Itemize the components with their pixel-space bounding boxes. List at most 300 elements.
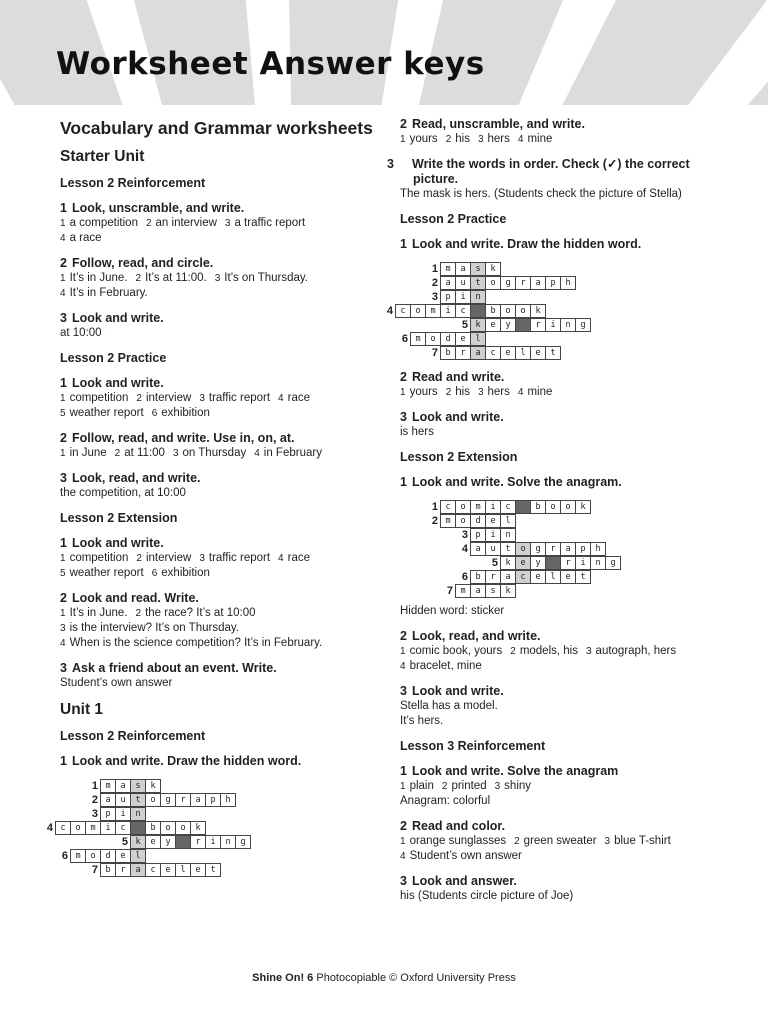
answer-item — [514, 835, 596, 847]
answer-text: the race? It’s at 10:00 — [145, 607, 256, 619]
answer-line — [60, 231, 380, 246]
exercise-instruction: Look and write. — [72, 376, 164, 390]
crossword-cell: c — [115, 821, 131, 835]
answer-text: yours — [409, 386, 438, 398]
answer-number: 4 — [400, 851, 406, 862]
crossword-number: 6 — [401, 333, 408, 345]
answer-text: interview — [145, 552, 192, 564]
exercise-number: 3 — [60, 471, 67, 485]
exercise-heading — [60, 201, 380, 216]
exercise-number: 3 — [387, 157, 394, 171]
crossword-number: 3 — [91, 808, 98, 820]
answer-line — [400, 714, 730, 729]
crossword-cell: n — [220, 835, 236, 849]
crossword-cell: s — [130, 779, 146, 793]
crossword-cell: n — [130, 807, 146, 821]
crossword-cell: a — [455, 262, 471, 276]
answer-text: It’s in June. — [69, 272, 128, 284]
exercise-number: 3 — [60, 311, 67, 325]
answer-text: in June — [69, 447, 107, 459]
exercise-heading — [60, 471, 380, 486]
answer-item — [60, 637, 322, 649]
crossword-cell: i — [440, 304, 456, 318]
answer-line — [400, 187, 730, 202]
answer-number: 2 — [136, 553, 142, 564]
answer-text: Stella has a model. — [400, 700, 498, 712]
crossword-cell: m — [410, 332, 426, 346]
answer-text: weather report — [69, 567, 144, 579]
crossword-cell: m — [470, 500, 486, 514]
answer-line — [400, 644, 730, 659]
answer-item — [215, 272, 308, 284]
crossword-cell: l — [500, 514, 516, 528]
crossword-number: 1 — [91, 780, 98, 792]
answer-item — [586, 645, 676, 657]
answer-number: 1 — [400, 134, 406, 145]
exercise-heading — [400, 874, 730, 889]
answer-number: 2 — [445, 134, 452, 145]
crossword-cell — [545, 556, 561, 570]
answer-number: 3 — [477, 134, 484, 145]
answer-number: 2 — [145, 218, 152, 229]
exercise-number: 1 — [400, 764, 407, 778]
exercise-instruction: Look and write. — [412, 684, 504, 698]
exercise — [400, 410, 730, 440]
crossword-cell: b — [485, 304, 501, 318]
crossword-cell: g — [160, 793, 176, 807]
crossword-cell: s — [470, 262, 486, 276]
answer-text: race — [287, 392, 310, 404]
crossword-cell: o — [455, 500, 471, 514]
answer-text: shiny — [504, 780, 532, 792]
exercise-number: 2 — [60, 591, 67, 605]
answer-number: 3 — [199, 553, 205, 564]
crossword-cell: e — [145, 835, 161, 849]
exercise-number: 2 — [400, 370, 407, 384]
answer-number: 5 — [60, 568, 66, 579]
crossword-cell: e — [485, 318, 501, 332]
answer-item — [518, 133, 553, 145]
crossword-cell: k — [575, 500, 591, 514]
crossword-cell: g — [575, 318, 591, 332]
crossword-cell: t — [545, 346, 561, 360]
answer-text: It’s in February. — [69, 287, 148, 299]
crossword-cell: b — [440, 346, 456, 360]
exercise — [60, 256, 380, 301]
crossword-cell: r — [485, 570, 501, 584]
answer-text: Hidden word: sticker — [400, 605, 505, 617]
exercise-instruction: Look and write. Draw the hidden word. — [72, 754, 302, 768]
answer-line — [60, 621, 380, 636]
answer-number: 1 — [60, 218, 66, 229]
crossword-number: 6 — [61, 850, 68, 862]
answer-number: 1 — [400, 836, 406, 847]
crossword-cell — [515, 318, 531, 332]
exercise-instruction: Look and write. Solve the anagram — [412, 764, 619, 778]
exercise-heading — [60, 311, 380, 326]
exercise-number: 1 — [60, 536, 67, 550]
crossword-cell: o — [560, 500, 576, 514]
answer-line — [400, 794, 730, 809]
answer-line — [60, 446, 380, 461]
answer-text: an interview — [155, 217, 217, 229]
exercise-heading — [60, 256, 380, 271]
answer-item — [60, 327, 102, 339]
answer-item — [400, 700, 498, 712]
exercise-number: 2 — [400, 629, 407, 643]
answer-number: 2 — [445, 387, 452, 398]
answer-text: autograph, hers — [595, 645, 677, 657]
crossword-cell: a — [560, 542, 576, 556]
exercise-number: 1 — [400, 237, 407, 251]
answer-text: green sweater — [523, 835, 597, 847]
crossword-cell: e — [500, 346, 516, 360]
answer-text: a race — [69, 232, 102, 244]
lesson-heading: Lesson 2 Reinforcement — [60, 176, 206, 190]
answer-item — [400, 426, 434, 438]
exercise-heading — [60, 661, 380, 676]
crossword-cell: m — [425, 304, 441, 318]
exercise — [387, 157, 730, 202]
crossword-cell: t — [500, 542, 516, 556]
crossword-cell: a — [100, 793, 116, 807]
answer-item — [400, 605, 504, 617]
crossword-number: 5 — [491, 557, 498, 569]
crossword-cell — [515, 500, 531, 514]
answer-item — [478, 386, 510, 398]
answer-item — [60, 392, 128, 404]
answer-item — [495, 780, 531, 792]
crossword-cell: a — [500, 570, 516, 584]
exercise-heading — [400, 684, 730, 699]
section-heading: Vocabulary and Grammar worksheets — [60, 118, 373, 138]
crossword-cell: i — [575, 556, 591, 570]
exercise — [60, 591, 380, 651]
answer-line — [60, 486, 380, 501]
answer-number: 6 — [151, 408, 158, 419]
crossword-cell: e — [160, 863, 176, 877]
answer-text: bracelet, mine — [409, 660, 482, 672]
crossword-cell: m — [455, 584, 471, 598]
exercise-heading — [400, 410, 730, 425]
exercise-instruction: Look and write. — [412, 410, 504, 424]
exercise — [400, 629, 730, 674]
answer-number: 3 — [585, 646, 592, 657]
crossword-number: 3 — [431, 291, 438, 303]
crossword-cell: o — [70, 821, 86, 835]
answer-text: orange sunglasses — [409, 835, 507, 847]
answer-item — [173, 447, 246, 459]
answer-item — [136, 272, 207, 284]
answer-number: 1 — [60, 608, 66, 619]
unit-heading: Unit 1 — [60, 701, 104, 718]
answer-text: printed — [451, 780, 487, 792]
answer-number: 3 — [604, 836, 611, 847]
crossword-cell — [470, 304, 486, 318]
exercise — [400, 237, 730, 252]
crossword-cell: h — [560, 276, 576, 290]
crossword-cell: c — [145, 863, 161, 877]
crossword-cell: n — [470, 290, 486, 304]
answer-text: blue T-shirt — [614, 835, 671, 847]
exercise — [60, 376, 380, 421]
answer-item — [136, 392, 191, 404]
answer-number: 3 — [224, 218, 231, 229]
exercise-number: 1 — [400, 475, 407, 489]
crossword-cell: a — [470, 542, 486, 556]
crossword-cell: p — [205, 793, 221, 807]
crossword-cell — [130, 821, 146, 835]
crossword-cell: o — [410, 304, 426, 318]
answer-item — [400, 645, 502, 657]
crossword-cell: u — [115, 793, 131, 807]
exercise — [60, 311, 380, 341]
crossword-cell: i — [545, 318, 561, 332]
answer-number: 2 — [441, 781, 448, 792]
answer-text: hers — [487, 133, 510, 145]
crossword-cell: c — [485, 346, 501, 360]
crossword-cell: o — [175, 821, 191, 835]
answer-text: on Thursday — [182, 447, 247, 459]
crossword-cell: a — [190, 793, 206, 807]
exercise-number: 3 — [400, 410, 407, 424]
exercise — [60, 471, 380, 501]
crossword-cell: b — [145, 821, 161, 835]
exercise-heading — [400, 237, 730, 252]
answer-item — [400, 835, 506, 847]
crossword-cell: k — [470, 318, 486, 332]
crossword-cell: m — [70, 849, 86, 863]
answer-number: 1 — [60, 553, 66, 564]
exercise-instruction: Ask a friend about an event. Write. — [72, 661, 277, 675]
answer-item — [478, 133, 510, 145]
exercise — [400, 684, 730, 729]
crossword-number: 4 — [386, 305, 393, 317]
crossword-number: 5 — [461, 319, 468, 331]
answer-text: a competition — [69, 217, 138, 229]
answer-text: competition — [69, 552, 129, 564]
exercise-instruction: Write the words in order. Check (✓) the correct picture. — [412, 157, 690, 186]
answer-line — [60, 676, 380, 691]
exercise-instruction: Look and read. Write. — [72, 591, 199, 605]
crossword-cell: i — [205, 835, 221, 849]
exercise — [400, 117, 730, 147]
crossword-cell: c — [440, 500, 456, 514]
answer-number: 3 — [494, 781, 501, 792]
exercise-instruction: Read, unscramble, and write. — [412, 117, 585, 131]
crossword-number: 6 — [461, 571, 468, 583]
crossword-cell: b — [470, 570, 486, 584]
answer-number: 4 — [60, 233, 66, 244]
crossword-cell: o — [85, 849, 101, 863]
exercise-heading — [60, 376, 380, 391]
crossword-cell: t — [130, 793, 146, 807]
answer-number: 2 — [136, 393, 142, 404]
crossword-cell: l — [175, 863, 191, 877]
answer-item — [518, 386, 553, 398]
crossword-cell: u — [485, 542, 501, 556]
crossword-cell: k — [500, 584, 516, 598]
crossword-number: 1 — [431, 263, 438, 275]
crossword-cell: e — [455, 332, 471, 346]
exercise — [60, 536, 380, 581]
crossword-cell: a — [115, 779, 131, 793]
answer-line — [400, 132, 730, 147]
answer-number: 5 — [60, 408, 66, 419]
crossword-cell: k — [530, 304, 546, 318]
crossword-cell: g — [605, 556, 621, 570]
crossword-cell: e — [530, 570, 546, 584]
answer-text: exhibition — [161, 567, 210, 579]
crossword-cell: o — [500, 304, 516, 318]
crossword-cell: a — [470, 584, 486, 598]
crossword-cell: p — [440, 290, 456, 304]
exercise — [400, 764, 730, 809]
crossword-cell: b — [530, 500, 546, 514]
answer-item — [400, 188, 682, 200]
answer-item — [278, 552, 310, 564]
answer-number: 4 — [517, 387, 524, 398]
answer-text: race — [287, 552, 310, 564]
exercise-instruction: Look and answer. — [412, 874, 517, 888]
crossword-cell: o — [160, 821, 176, 835]
crossword-cell: p — [100, 807, 116, 821]
answer-line — [400, 889, 730, 904]
crossword-cell: h — [590, 542, 606, 556]
crossword-cell: o — [485, 276, 501, 290]
answer-item — [60, 272, 128, 284]
answer-line — [60, 326, 380, 341]
crossword-cell: y — [530, 556, 546, 570]
answer-number: 1 — [400, 387, 406, 398]
crossword-grid — [400, 500, 730, 602]
crossword-number: 4 — [46, 822, 53, 834]
crossword-number: 3 — [461, 529, 468, 541]
left-column — [46, 117, 380, 887]
crossword-cell: s — [485, 584, 501, 598]
answer-number: 4 — [517, 134, 524, 145]
lesson-heading: Lesson 2 Reinforcement — [60, 729, 206, 743]
exercise-heading — [400, 629, 730, 644]
answer-text: When is the science competition? It’s in February. — [69, 637, 323, 649]
unit-heading: Starter Unit — [60, 148, 145, 165]
exercise-instruction: Read and write. — [412, 370, 505, 384]
answer-number: 2 — [135, 608, 142, 619]
exercise-heading — [400, 117, 730, 132]
crossword-cell: r — [455, 346, 471, 360]
crossword-cell: u — [455, 276, 471, 290]
answer-text: Student’s own answer — [409, 850, 522, 862]
crossword-cell: a — [130, 863, 146, 877]
answer-item — [60, 552, 128, 564]
exercise-heading — [60, 431, 380, 446]
answer-text: The mask is hers. (Students check the picture of Stella) — [400, 188, 682, 200]
exercise-heading — [60, 754, 380, 769]
answer-number: 1 — [60, 273, 66, 284]
exercise — [400, 370, 730, 400]
crossword-cell: a — [470, 346, 486, 360]
answer-item — [254, 447, 322, 459]
exercise-number: 1 — [60, 754, 67, 768]
crossword-cell: c — [455, 304, 471, 318]
crossword-number: 2 — [431, 277, 438, 289]
answer-number: 1 — [60, 448, 66, 459]
answer-text: It’s at 11:00. — [145, 272, 207, 284]
crossword-cell — [175, 835, 191, 849]
exercise-instruction: Read and color. — [412, 819, 506, 833]
answer-number: 6 — [151, 568, 158, 579]
lesson-heading: Lesson 2 Extension — [60, 511, 178, 525]
exercise-heading — [400, 819, 730, 834]
exercise-number: 2 — [400, 819, 407, 833]
crossword-cell: t — [470, 276, 486, 290]
crossword-cell: k — [190, 821, 206, 835]
answer-line — [60, 551, 380, 566]
answer-number: 4 — [278, 553, 284, 564]
answer-number: 4 — [278, 393, 284, 404]
crossword-number: 7 — [446, 585, 453, 597]
answer-item — [60, 607, 128, 619]
crossword-cell: g — [500, 276, 516, 290]
footer — [0, 972, 768, 984]
crossword-cell: i — [115, 807, 131, 821]
crossword-cell: l — [545, 570, 561, 584]
answer-item — [60, 447, 107, 459]
answer-text: is the interview? It’s on Thursday. — [69, 622, 239, 634]
exercise-instruction: Look, unscramble, and write. — [72, 201, 245, 215]
lesson-heading: Lesson 2 Practice — [400, 212, 507, 226]
crossword-cell: b — [100, 863, 116, 877]
exercise — [60, 661, 380, 691]
crossword-cell: t — [205, 863, 221, 877]
answer-text: his — [455, 133, 470, 145]
exercise-heading — [387, 157, 730, 187]
crossword-grid — [386, 262, 730, 364]
crossword-cell: m — [440, 262, 456, 276]
answer-number: 2 — [114, 448, 121, 459]
answer-text: traffic report — [208, 552, 271, 564]
answer-text: Anagram: colorful — [400, 795, 491, 807]
exercise — [60, 431, 380, 461]
page-title: Worksheet Answer keys — [56, 46, 485, 82]
crossword-cell: k — [130, 835, 146, 849]
answer-text: exhibition — [161, 407, 210, 419]
exercise-instruction: Look and write. Solve the anagram. — [412, 475, 622, 489]
answer-text: Student’s own answer — [60, 677, 173, 689]
answer-line — [400, 385, 730, 400]
crossword-cell: i — [485, 500, 501, 514]
answer-number: 2 — [514, 836, 520, 847]
crossword-cell: m — [85, 821, 101, 835]
lesson-heading: Lesson 2 Practice — [60, 351, 167, 365]
answer-line — [400, 849, 730, 864]
crossword-grid — [46, 779, 380, 881]
answer-number: 3 — [199, 393, 205, 404]
crossword-number: 7 — [431, 347, 438, 359]
answer-text: plain — [409, 780, 434, 792]
crossword-cell: p — [575, 542, 591, 556]
crossword-number: 4 — [461, 543, 468, 555]
crossword-cell: e — [115, 849, 131, 863]
answer-item — [115, 447, 165, 459]
answer-number: 2 — [510, 646, 516, 657]
answer-line — [400, 659, 730, 674]
crossword-cell: r — [530, 318, 546, 332]
answer-number: 4 — [254, 448, 260, 459]
answer-line — [60, 636, 380, 651]
crossword-cell: d — [470, 514, 486, 528]
crossword-cell: k — [145, 779, 161, 793]
